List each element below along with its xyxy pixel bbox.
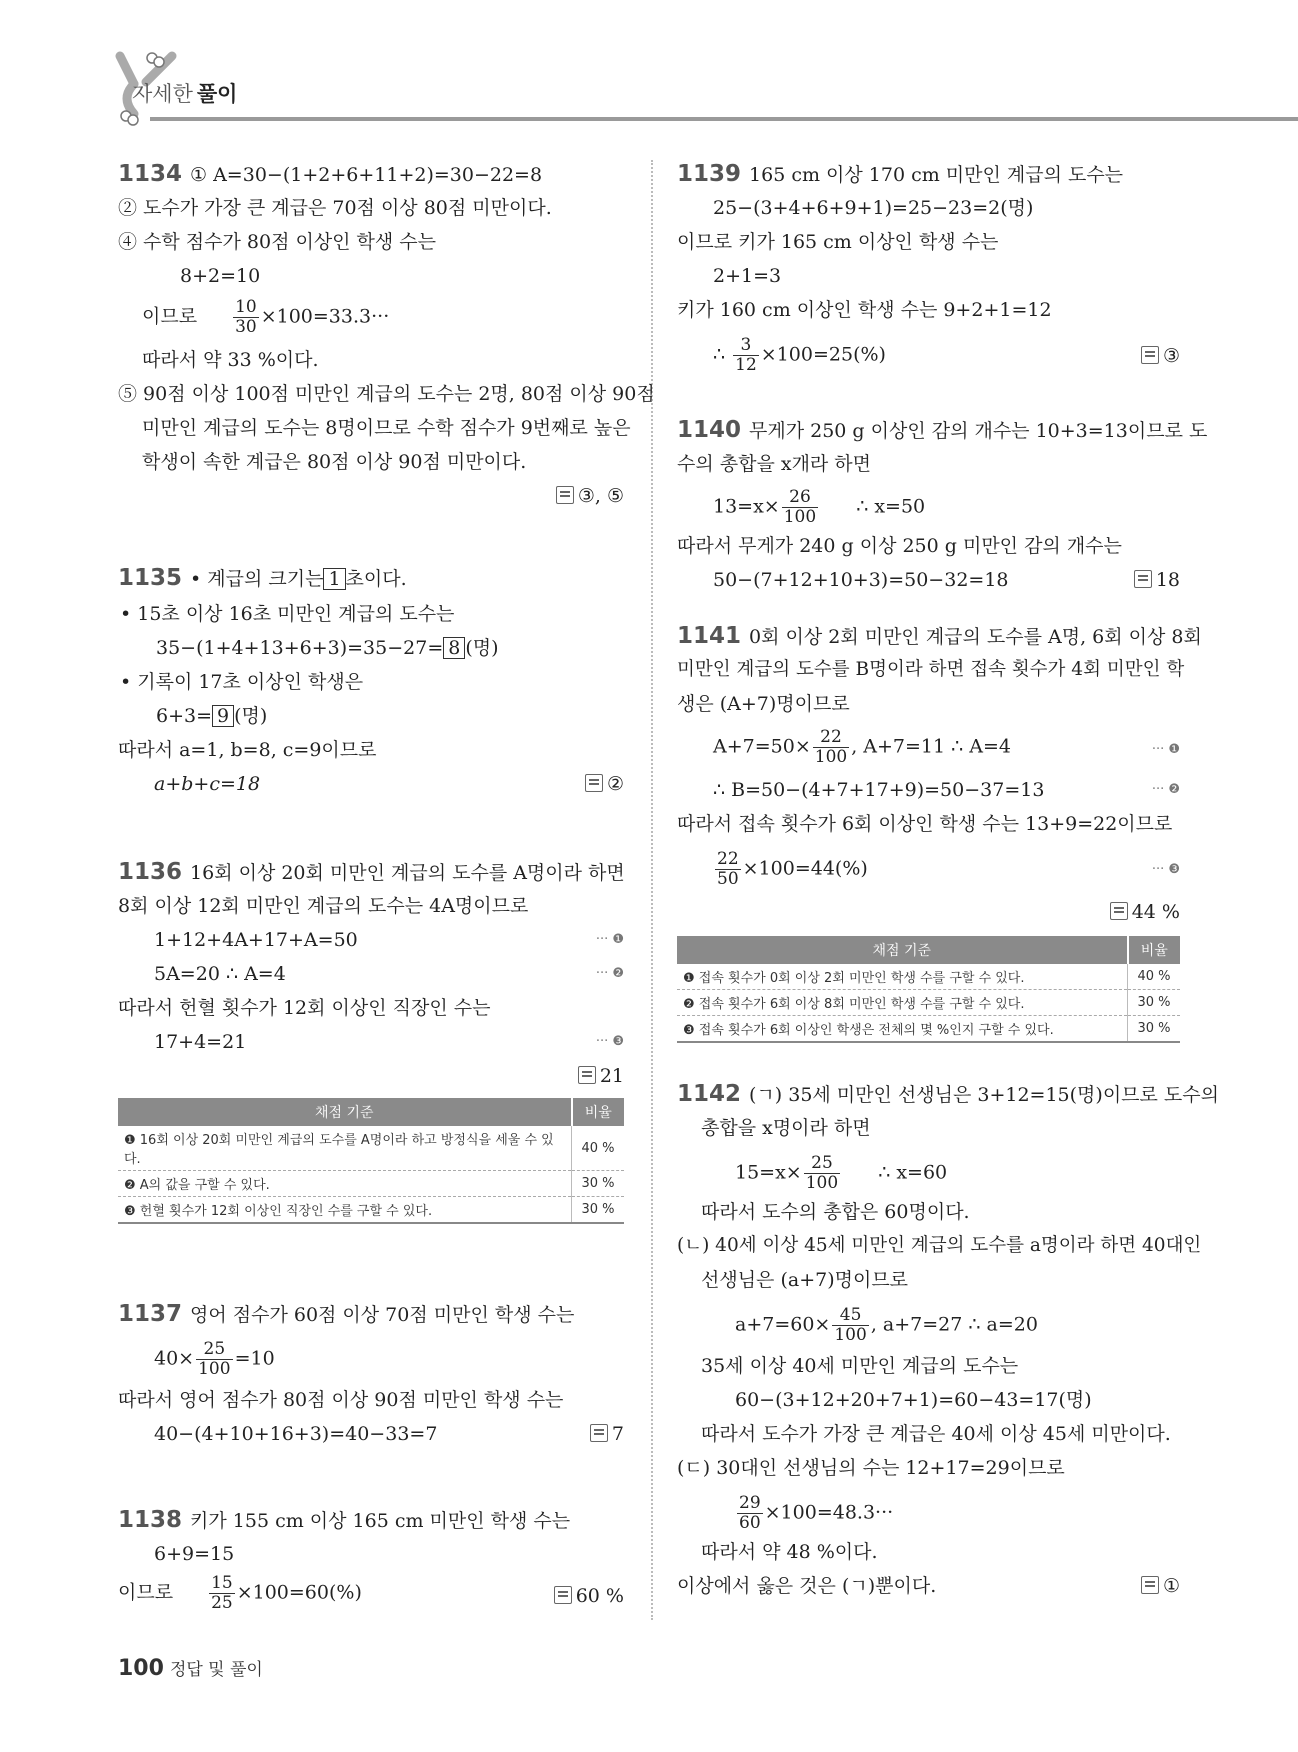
blank-box: 1 (323, 568, 345, 590)
blank-box: 8 (443, 637, 465, 659)
problem-number: 1137 (118, 1301, 183, 1327)
answer-icon (578, 1066, 596, 1084)
fraction: $\frac{26}{100}$ (783, 487, 817, 527)
table-row: ❷ A의 값을 구할 수 있다. 30 % (118, 1171, 624, 1197)
problem-number: 1141 (677, 623, 742, 649)
fraction: $\frac{25}{100}$ (805, 1153, 839, 1193)
page-number: 100 (118, 1656, 164, 1681)
fraction: $\frac{45}{100}$ (834, 1305, 867, 1345)
answer: 18 (1134, 568, 1180, 592)
step-marker: ··· ❶ (1151, 742, 1180, 757)
answer-icon (1110, 902, 1128, 920)
table-row: ❶ 접속 횟수가 0회 이상 2회 미만인 학생 수를 구할 수 있다. 40 % (677, 964, 1180, 990)
step-marker: ··· ❸ (595, 1034, 624, 1049)
answer: ① (1141, 1574, 1180, 1598)
header-title: 자세한 풀이 (132, 82, 238, 106)
answer: ③ (1141, 344, 1180, 368)
table-row: ❶ 16회 이상 20회 미만인 계급의 도수를 A명이라 하고 방정식을 세울 수 있다. 40 % (118, 1126, 624, 1171)
step-marker: ··· ❷ (595, 966, 624, 981)
problem-number: 1135 (118, 565, 183, 591)
problem-number: 1138 (118, 1507, 183, 1533)
answer: 44 % (1110, 900, 1180, 924)
page-footer (118, 1655, 263, 1681)
fraction: $\frac{3}{12}$ (735, 335, 757, 375)
answer: ③, ⑤ (556, 484, 624, 508)
footer-label: 정답 및 풀이 (169, 1660, 263, 1680)
answer-icon (590, 1424, 608, 1442)
step-marker: ··· ❶ (595, 932, 624, 947)
answer-icon (585, 774, 603, 792)
answer: 60 % (554, 1584, 624, 1608)
blank-box: 9 (212, 705, 234, 727)
table-row: ❸ 헌혈 횟수가 12회 이상인 직장인 수를 구할 수 있다. 30 % (118, 1197, 624, 1224)
fraction: $\frac{10}{30}$ (235, 297, 257, 337)
fraction: $\frac{15}{25}$ (211, 1573, 233, 1613)
answer-icon (1141, 346, 1159, 364)
header-rule (150, 117, 1298, 121)
answer-icon (556, 486, 574, 504)
answer: 21 (578, 1064, 624, 1088)
step-marker: ··· ❷ (1151, 782, 1180, 797)
problem-number: 1136 (118, 859, 183, 885)
page-header (0, 0, 1298, 135)
problem-number: 1140 (677, 417, 742, 443)
answer: 7 (590, 1422, 624, 1446)
table-row: ❸ 접속 횟수가 6회 이상인 학생은 전체의 몇 %인지 구할 수 있다. 30 % (677, 1016, 1180, 1043)
column-divider (651, 160, 653, 1620)
fraction: $\frac{29}{60}$ (739, 1493, 761, 1533)
problem-number: 1142 (677, 1081, 742, 1107)
problem-number: 1139 (677, 161, 742, 187)
answer-icon (1134, 570, 1152, 588)
answer-icon (554, 1586, 572, 1604)
fraction: $\frac{22}{50}$ (717, 849, 739, 889)
grading-table: 채점 기준 비율 ❶ 접속 횟수가 0회 이상 2회 미만인 학생 수를 구할 수 있다. 40 % ❷ 접속 횟수가 6회 이상 8회 미만인 학생 수를 구할 수 있다. 30 % ❸ 접속 횟수가 6회 이상인 학생은 전체의 몇 %인지 구할 수 있다. 30 % (677, 936, 1180, 1043)
answer-icon (1141, 1576, 1159, 1594)
table-row: ❷ 접속 횟수가 6회 이상 8회 미만인 학생 수를 구할 수 있다. 30 % (677, 990, 1180, 1016)
fraction: $\frac{22}{100}$ (814, 727, 848, 767)
problem-number: 1134 (118, 161, 183, 187)
fraction: $\frac{25}{100}$ (198, 1339, 231, 1379)
step-marker: ··· ❸ (1151, 862, 1180, 877)
answer: ② (585, 772, 624, 796)
grading-table: 채점 기준 비율 ❶ 16회 이상 20회 미만인 계급의 도수를 A명이라 하고 방정식을 세울 수 있다. 40 % ❷ A의 값을 구할 수 있다. 30 % ❸ 헌혈 횟수가 12회 이상인 직장인 수를 구할 수 있다. 30 % (118, 1098, 624, 1224)
